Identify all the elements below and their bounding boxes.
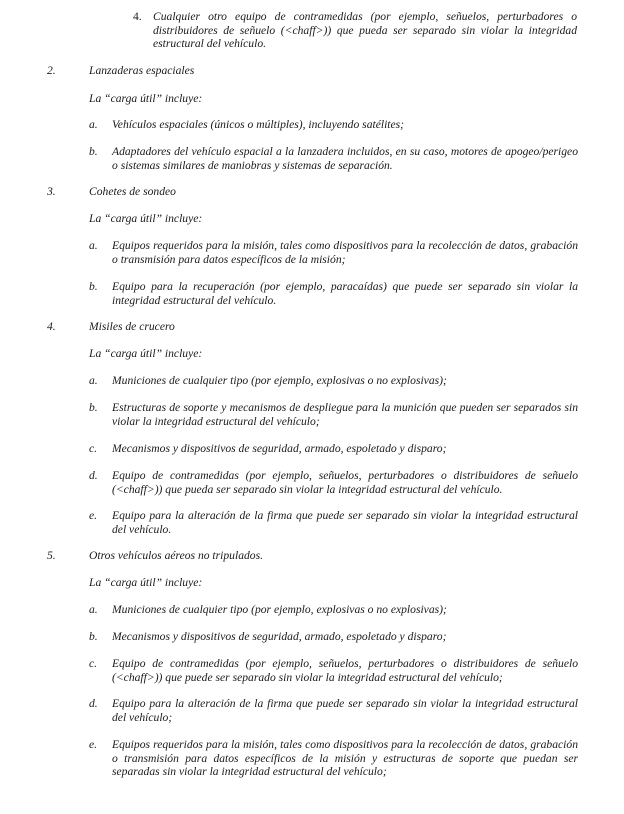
item-letter: a. (89, 603, 98, 616)
section-number: 4. (47, 320, 56, 333)
item-letter: a. (89, 118, 98, 131)
item-letter: e. (89, 509, 98, 522)
item-text: Vehículos espaciales (únicos o múltiples), incluyendo satélites; (112, 118, 405, 131)
item-text: Equipos requeridos para la misión, tales como dispositivos para la recolección de datos, grabación o transmisión para datos específicos de la misión; (112, 239, 578, 266)
item-letter: d. (89, 469, 98, 482)
item-letter: e. (89, 738, 98, 751)
item-letter: b. (89, 401, 98, 414)
top-item-text: Cualquier otro equipo de contramedidas (por ejemplo, señuelos, perturbadores o distribuidores de señuelo (<chaff>)) que pueda ser separado sin violar la integridad estructural del vehículo. (153, 10, 577, 51)
item-text: Equipo para la alteración de la firma que puede ser separado sin violar la integridad estructural del vehículo. (112, 509, 578, 536)
item-letter: c. (89, 657, 98, 670)
item-letter: b. (89, 145, 98, 158)
section-number: 3. (47, 185, 56, 198)
section-number: 5. (47, 549, 56, 562)
item-text: Mecanismos y dispositivos de seguridad, armado, espoletado y disparo; (112, 442, 447, 455)
top-item-number: 4. (133, 10, 142, 23)
item-letter: a. (89, 239, 98, 252)
item-text: Mecanismos y dispositivos de seguridad, armado, espoletado y disparo; (112, 630, 447, 643)
item-letter: b. (89, 280, 98, 293)
item-text: Municiones de cualquier tipo (por ejemplo, explosivas o no explosivas); (112, 603, 447, 616)
item-text: Estructuras de soporte y mecanismos de despliegue para la munición que pueden ser separados sin violar la integridad estructural del vehículo; (112, 401, 578, 428)
section-intro: La “carga útil” incluye: (89, 92, 203, 105)
section-number: 2. (47, 64, 56, 77)
section-title: Misiles de crucero (89, 320, 175, 333)
section-intro: La “carga útil” incluye: (89, 576, 203, 589)
item-letter: b. (89, 630, 98, 643)
item-text: Equipo de contramedidas (por ejemplo, señuelos, perturbadores o distribuidores de señuelo (<chaff>)) que puede ser separado sin violar la integridad estructural del vehículo; (112, 657, 578, 684)
item-text: Adaptadores del vehículo espacial a la lanzadera incluidos, en su caso, motores de apogeo/perigeo o sistemas similares de maniobras y sistemas de separación. (112, 145, 578, 172)
section-intro: La “carga útil” incluye: (89, 347, 203, 360)
item-letter: a. (89, 374, 98, 387)
item-text: Equipos requeridos para la misión, tales como dispositivos para la recolección de datos, grabación o transmisión para datos específicos de la misión y estructuras de soporte que puedan ser separadas sin violar la integridad estructural del vehículo; (112, 738, 578, 779)
section-title: Lanzaderas espaciales (89, 64, 195, 77)
item-text: Equipo para la recuperación (por ejemplo, paracaídas) que puede ser separado sin violar la integridad estructural del vehículo. (112, 280, 578, 307)
item-text: Equipo para la alteración de la firma que puede ser separado sin violar la integridad estructural del vehículo; (112, 697, 578, 724)
item-text: Equipo de contramedidas (por ejemplo, señuelos, perturbadores o distribuidores de señuelo (<chaff>)) que pueda ser separado sin violar la integridad estructural del vehículo. (112, 469, 578, 496)
section-title: Otros vehículos aéreos no tripulados. (89, 549, 264, 562)
section-intro: La “carga útil” incluye: (89, 212, 203, 225)
item-text: Municiones de cualquier tipo (por ejemplo, explosivas o no explosivas); (112, 374, 447, 387)
section-title: Cohetes de sondeo (89, 185, 176, 198)
item-letter: c. (89, 442, 98, 455)
item-letter: d. (89, 697, 98, 710)
